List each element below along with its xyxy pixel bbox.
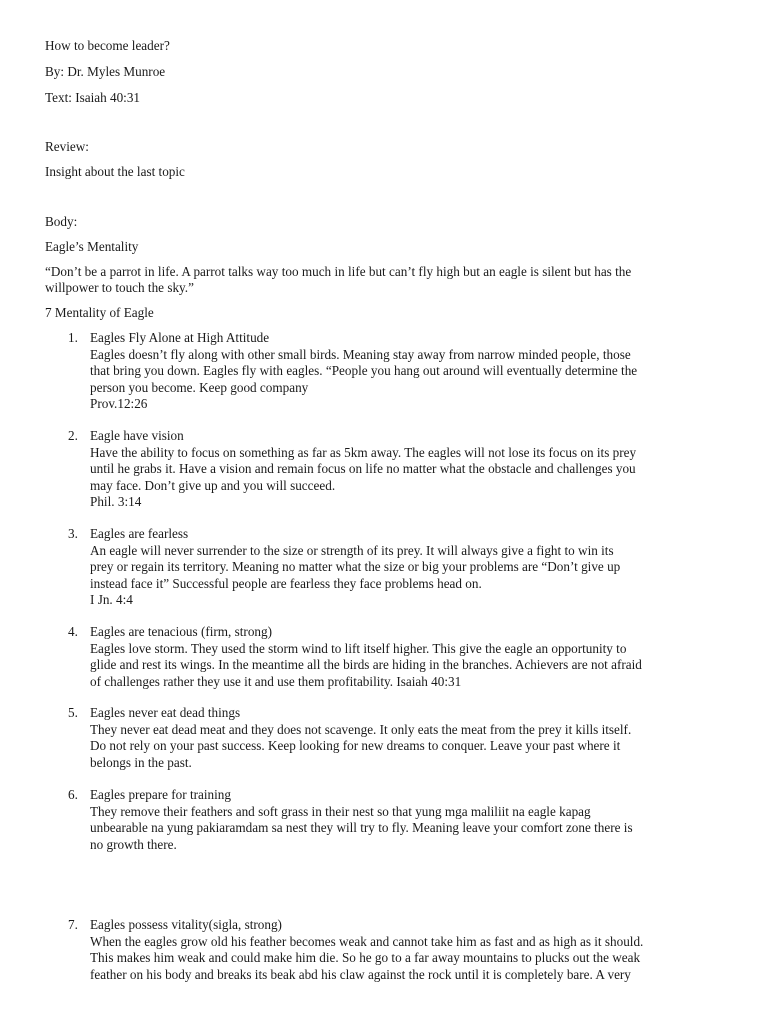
list-item-title: Eagles are tenacious (firm, strong) [90,624,272,639]
list-item-line: that bring you down. Eagles fly with eagles. “People you hang out around will eventually determine the [90,363,638,379]
list-item-title: Eagles are fearless [90,526,189,541]
list-item-line: person you become. Keep good company [90,379,309,395]
list-item-line: Prov.12:26 [90,396,148,412]
list-heading: 7 Mentality of Eagle [45,305,154,320]
list-item-line: feather on his body and breaks its beak abd his claw against the rock until it is completely bare. A very [90,966,631,982]
text-reference: Text: Isaiah 40:31 [45,90,141,105]
list-item-line: Eagles doesn’t fly along with other small birds. Meaning stay away from narrow minded people, those [90,346,631,362]
list-item-line: Have the ability to focus on something as far as 5km away. The eagles will not lose its focus on its prey [90,444,637,460]
list-item-line: prey or regain its territory. Meaning no matter what the size or big your problems are “Don’t give up [90,559,621,575]
list-item-line: An eagle will never surrender to the size or strength of its prey. It will always give a fight to win its [90,542,614,558]
list-item-line: Eagles love storm. They used the storm wind to lift itself higher. This give the eagle an opportunity to [90,640,627,656]
list-item-line: instead face it” Successful people are fearless they face problems head on. [90,575,482,591]
review-body: Insight about the last topic [45,164,185,179]
list-item-line: This makes him weak and could make him die. So he go to a far away mountains to plucks out the weak [90,950,641,966]
list-item-title: Eagles possess vitality(sigla, strong) [90,917,282,932]
list-item-content [90,787,740,853]
list-item-line: They never eat dead meat and they does not scavenge. It only eats the meat from the prey it kills itself. [90,721,632,737]
list-item-title: Eagles never eat dead things [90,705,241,720]
review-label: Review: [45,139,89,154]
list-item-line: may face. Don’t give up and you will succeed. [90,477,336,493]
list-item-line: until he grabs it. Have a vision and remain focus on life no matter what the obstacle and challenges you [90,461,636,477]
list-item-content [90,330,740,413]
list-item-line: unbearable na yung pakiaramdam sa nest they will try to fly. Meaning leave your comfort zone there is [90,820,633,836]
list-item-content [90,624,740,690]
list-item-line: They remove their feathers and soft grass in their nest so that yung mga maliliit na eagle kapag [90,803,591,819]
section-heading: Eagle’s Mentality [45,239,139,254]
quote-line: willpower to touch the sky.” [45,280,194,295]
list-item-line: When the eagles grow old his feather becomes weak and cannot take him as fast and as high as it should. [90,933,644,949]
list-item-content [90,526,740,609]
list-item-number: 1. [68,330,78,345]
list-item-line: no growth there. [90,836,177,852]
quote-line: “Don’t be a parrot in life. A parrot talks way too much in life but can’t fly high but an eagle is silent but has the [45,264,632,279]
list-item-content [90,917,740,983]
list-item-line: glide and rest its wings. In the meantime all the birds are hiding in the branches. Achievers are not afraid [90,657,642,673]
list-item-line: I Jn. 4:4 [90,592,133,608]
list-item-number: 4. [68,624,78,639]
author-line: By: Dr. Myles Munroe [45,64,166,79]
list-item-number: 2. [68,428,78,443]
list-item-title: Eagles Fly Alone at High Attitude [90,330,270,345]
list-item-number: 6. [68,787,78,802]
list-item-content [90,705,740,771]
list-item-line: Phil. 3:14 [90,494,142,510]
list-item-title: Eagles prepare for training [90,787,231,802]
list-item-number: 3. [68,526,78,541]
list-item-line: of challenges rather they use it and use them profitability. Isaiah 40:31 [90,673,462,689]
list-item-line: Do not rely on your past success. Keep looking for new dreams to conquer. Leave your past where it [90,738,621,754]
list-item-number: 5. [68,705,78,720]
list-item-number: 7. [68,917,78,932]
document-title: How to become leader? [45,38,170,53]
list-item-line: belongs in the past. [90,754,192,770]
body-label: Body: [45,214,78,229]
list-item-content [90,428,740,511]
list-item-title: Eagle have vision [90,428,184,443]
